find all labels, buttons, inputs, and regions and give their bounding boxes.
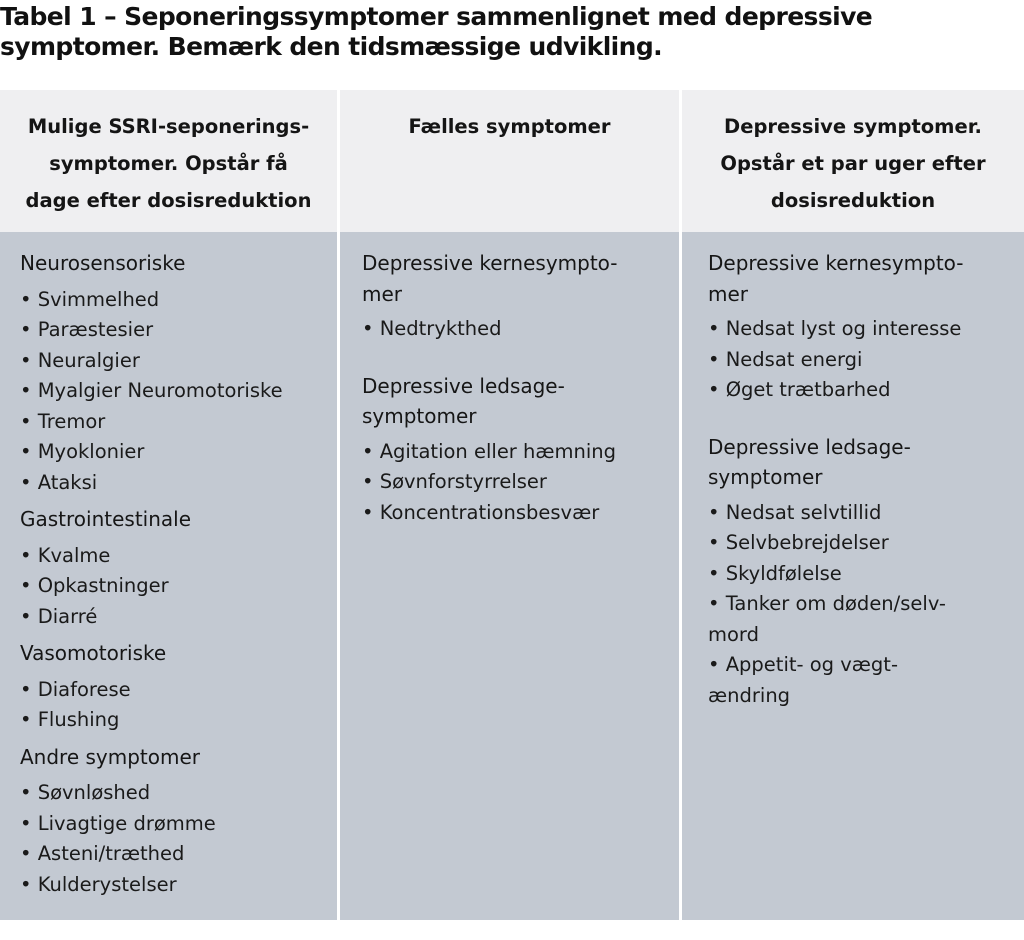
header-line: dosisreduktion	[770, 189, 936, 212]
group-heading	[708, 248, 1016, 309]
header-line: Fælles symptomer	[408, 115, 611, 138]
group-heading: Neurosensoriske	[20, 251, 186, 275]
group-heading	[362, 371, 671, 432]
symptom-group	[708, 248, 1016, 406]
group-heading: Andre symptomer	[20, 744, 201, 769]
heading-line: Depressive kernesympto-	[362, 251, 618, 275]
group-heading: Vasomotoriske	[20, 641, 167, 665]
heading-line: symptomer	[708, 465, 823, 489]
header-line: symptomer. Opstår få	[49, 152, 288, 175]
list-item: • Koncentrationsbesvær	[362, 500, 600, 524]
symptom-group	[362, 371, 671, 529]
heading-line: Depressive ledsage-	[708, 434, 911, 459]
table-title	[0, 2, 1024, 62]
title-line: Tabel 1 – Seponeringssymptomer sammenlignet med depressive	[0, 2, 873, 31]
list-item: • Nedsat selvtillid	[708, 500, 882, 524]
list-item: • Ataksi	[20, 470, 98, 494]
list-item: • Søvnløshed	[20, 781, 151, 804]
header-ssri-discontinuation	[0, 90, 340, 232]
heading-line: Depressive ledsage-	[362, 373, 565, 398]
list-item: • Myoklonier	[20, 440, 145, 463]
heading-line: mer	[362, 281, 403, 306]
heading-line: mer	[708, 281, 749, 306]
list-item: • Søvnforstyrrelser	[362, 470, 547, 493]
depressive-symptoms-cell	[682, 232, 1024, 920]
symptom-group	[20, 248, 329, 498]
list-item: • Skyldfølelse	[708, 561, 842, 585]
list-item: • Myalgier Neuromotoriske	[20, 379, 283, 402]
list-item: • Diaforese	[20, 677, 131, 701]
list-item: • Kvalme	[20, 543, 111, 567]
symptom-table	[0, 90, 1024, 920]
list-item: • Appetit- og vægt-	[708, 653, 898, 676]
symptom-group	[20, 504, 329, 632]
list-item: • Neuralgier	[20, 348, 140, 372]
list-item: • Diarré	[20, 604, 98, 628]
symptom-group	[708, 432, 1016, 712]
list-item: • Livagtige drømme	[20, 811, 216, 835]
header-common-symptoms	[340, 90, 682, 232]
header-line: Depressive symptomer.	[724, 115, 982, 138]
group-heading	[362, 248, 671, 309]
group-heading: Gastrointestinale	[20, 507, 192, 531]
list-item: • Selvbebrejdelser	[708, 531, 889, 554]
list-item: • Øget trætbarhed	[708, 378, 891, 401]
list-item: • Nedtrykthed	[362, 317, 502, 340]
list-item: • Kulderystelser	[20, 872, 177, 896]
list-item: • Asteni/træthed	[20, 842, 185, 865]
symptom-group	[20, 638, 329, 736]
ssri-discontinuation-cell	[0, 232, 340, 920]
list-item: • Agitation eller hæmning	[362, 439, 617, 463]
header-depressive-symptoms	[682, 90, 1024, 232]
header-line: Mulige SSRI-seponerings-	[27, 115, 310, 138]
list-item: ændring	[708, 683, 791, 707]
common-symptoms-cell	[340, 232, 682, 920]
list-item: mord	[708, 622, 759, 646]
list-item: • Svimmelhed	[20, 287, 160, 311]
list-item: • Nedsat energi	[708, 347, 863, 371]
header-line: Opstår et par uger efter	[720, 152, 986, 175]
symptom-group	[20, 742, 329, 901]
list-item: • Tremor	[20, 409, 106, 433]
group-heading	[708, 432, 1016, 493]
header-line: dage efter dosisreduktion	[25, 189, 312, 212]
heading-line: symptomer	[362, 404, 477, 428]
list-item: • Nedsat lyst og interesse	[708, 317, 962, 340]
title-line: symptomer. Bemærk den tidsmæssige udvikling.	[0, 32, 663, 61]
list-item: • Tanker om døden/selv-	[708, 592, 946, 615]
heading-line: Depressive kernesympto-	[708, 251, 964, 275]
list-item: • Flushing	[20, 708, 120, 731]
list-item: • Opkastninger	[20, 574, 169, 597]
symptom-group	[362, 248, 671, 345]
list-item: • Paræstesier	[20, 318, 154, 341]
